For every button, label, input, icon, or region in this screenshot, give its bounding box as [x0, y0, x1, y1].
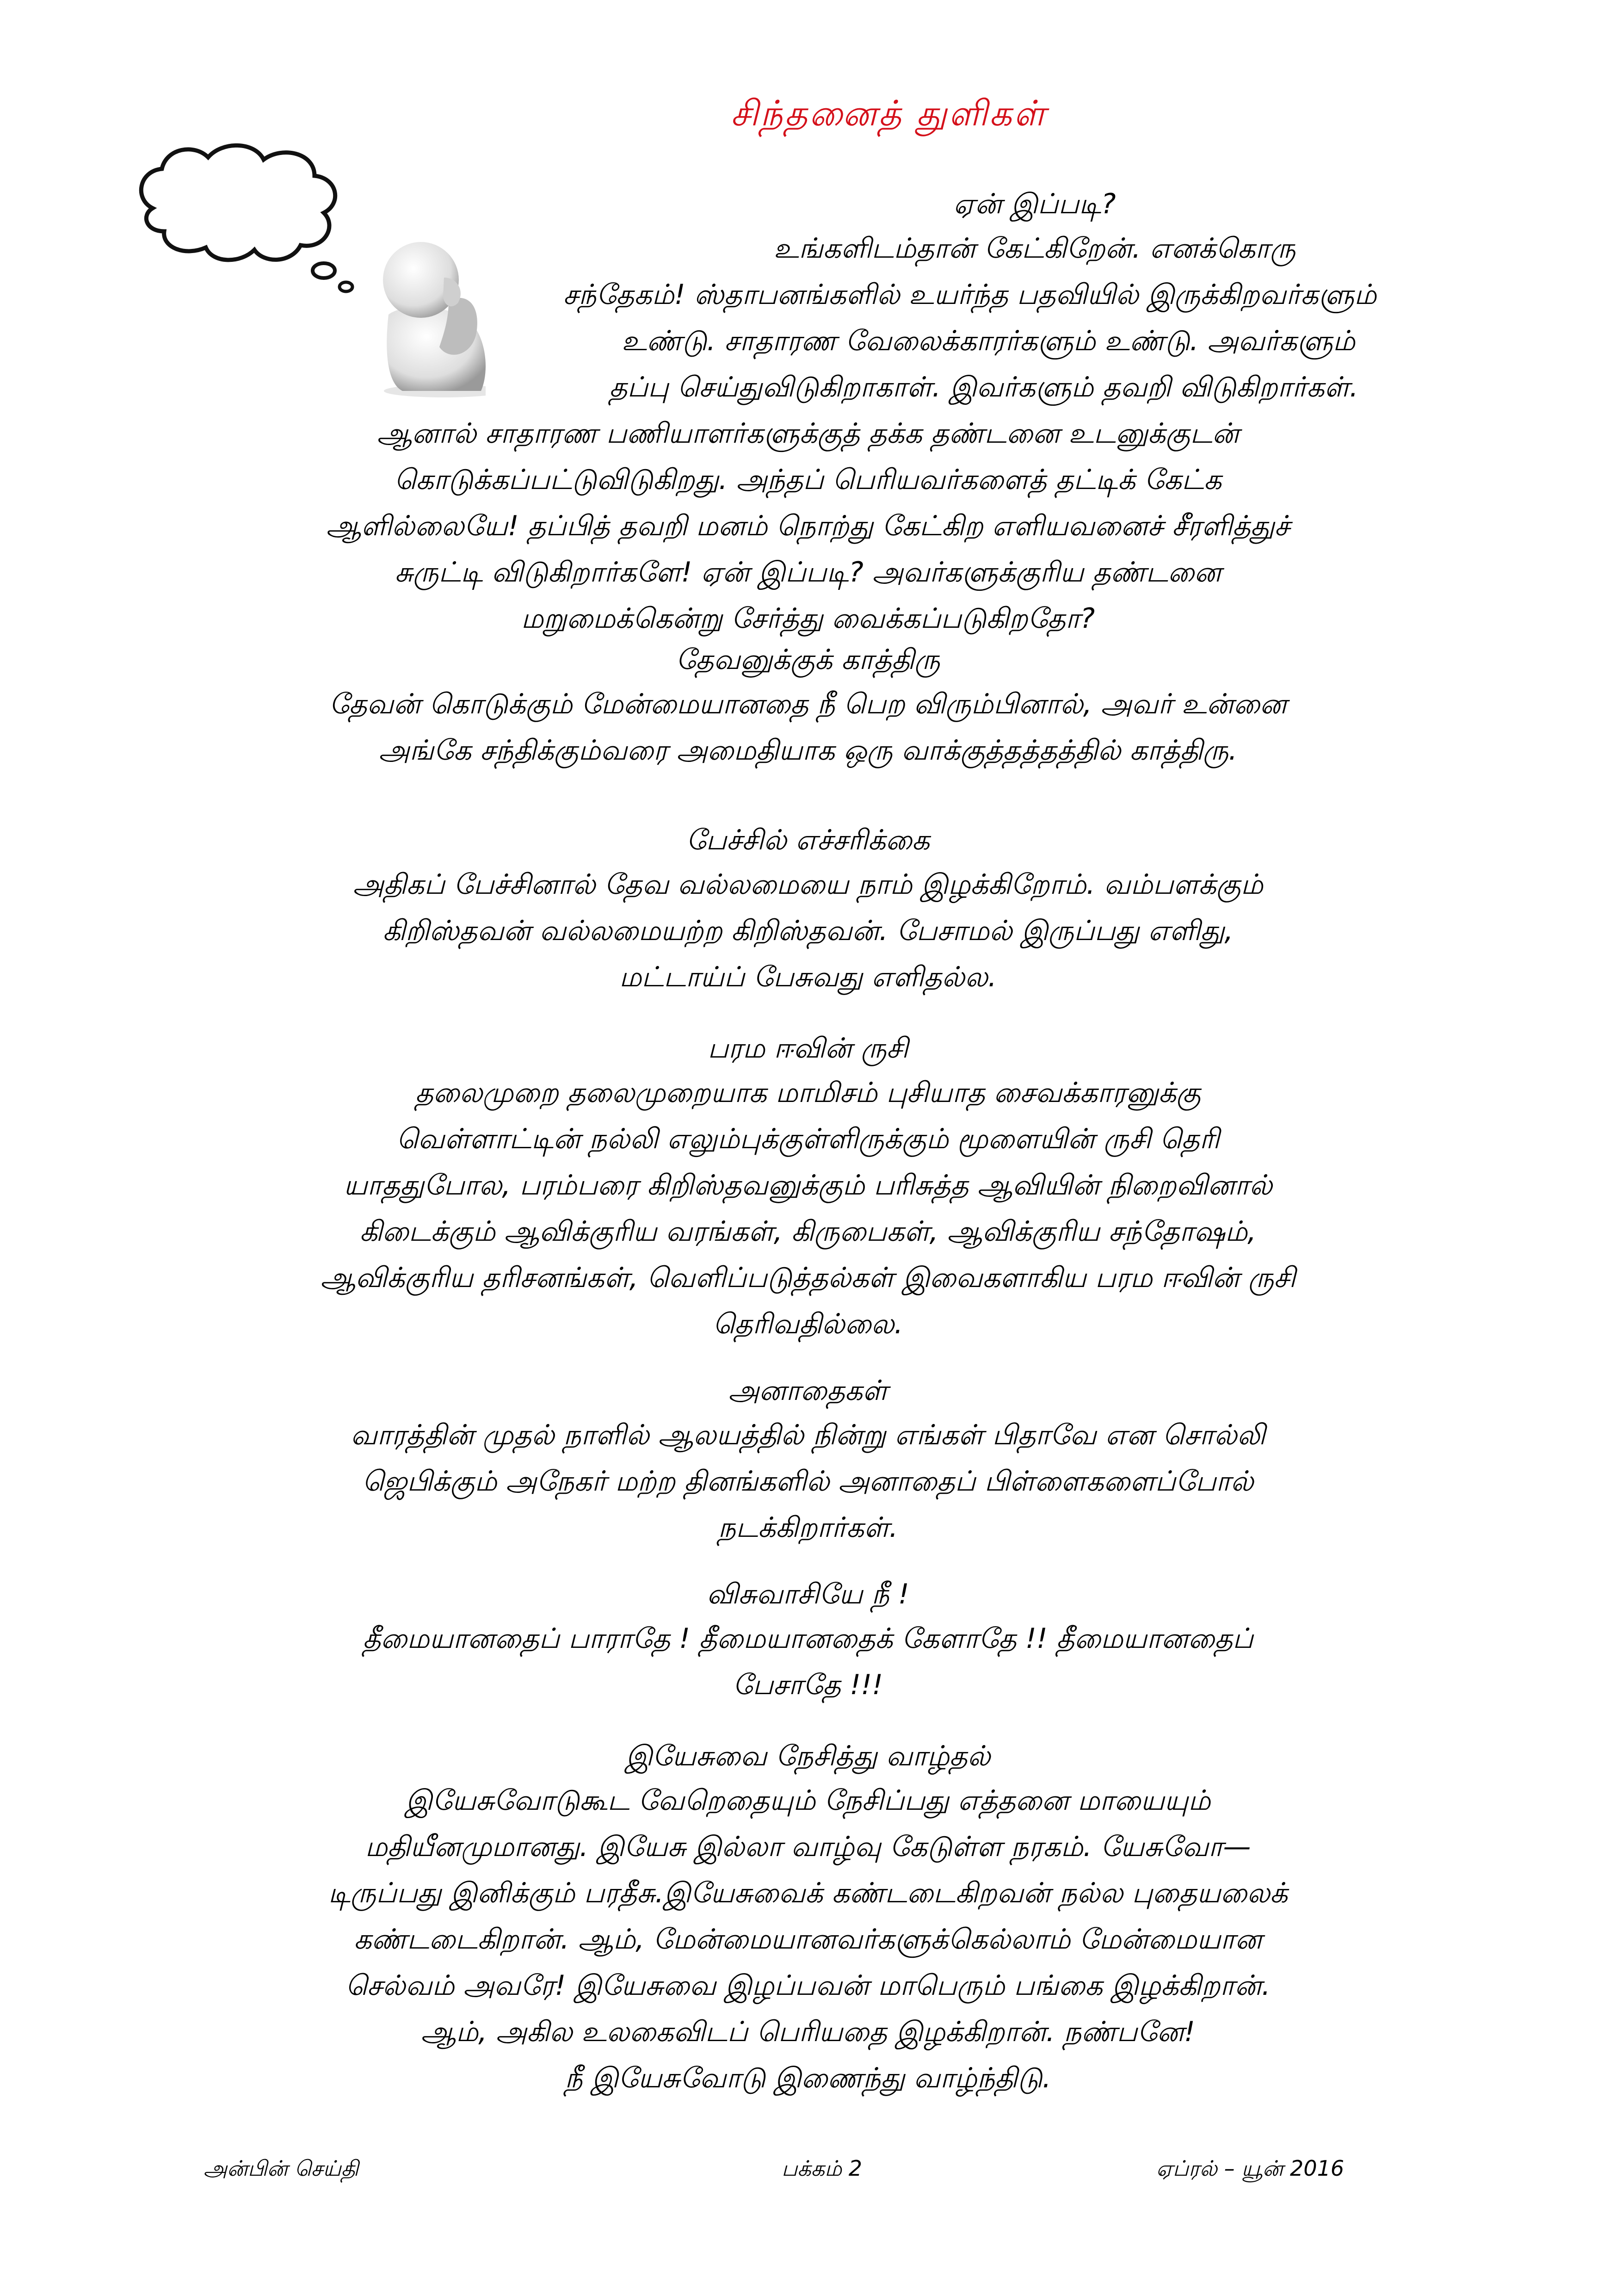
section-line: அதிகப் பேச்சினால் தேவ வல்லமையை நாம் இழக்கிறோம். வம்பளக்கும்	[352, 868, 1264, 901]
section-heading: ஏன் இப்படி?	[953, 188, 1116, 220]
section-line: ஜெபிக்கும் அநேகர் மற்ற தினங்களில் அனாதைப் பிள்ளைகளைப்போல்	[362, 1465, 1254, 1498]
section-line: சுருட்டி விடுகிறார்களே! ஏன் இப்படி? அவர்களுக்குரிய தண்டனை	[395, 556, 1221, 588]
section-heading: இயேசுவை நேசித்து வாழ்தல்	[625, 1740, 991, 1772]
section-heading: பேச்சில் எச்சரிக்கை	[686, 824, 930, 856]
section-line: தீமையானதைப் பாராதே ! தீமையானதைக் கேளாதே !! தீமையானதைப்	[363, 1622, 1253, 1655]
section-line: செல்வம் அவரே! இயேசுவை இழப்பவன் மாபெரும் பங்கை இழக்கிறான்.	[345, 1969, 1271, 2002]
section-heading: அனாதைகள்	[728, 1374, 888, 1407]
footer-issue-date: ஏப்ரல் – யூன் 2016	[1156, 2156, 1345, 2181]
section-line: தேவன் கொடுக்கும் மேன்மையானதை நீ பெற விரும்பினால், அவர் உன்னை	[329, 688, 1287, 720]
section-why-so	[116, 183, 1500, 642]
section-line: ஆவிக்குரிய தரிசனங்கள், வெளிப்படுத்தல்கள் இவைகளாகிய பரம ஈவின் ருசி	[320, 1262, 1296, 1294]
section-line: பேசாதே !!!	[733, 1669, 883, 1701]
section-line: இயேசுவோடுகூட வேறெதையும் நேசிப்பது எத்தனை மாயையும்	[405, 1784, 1211, 1817]
section-line: வாரத்தின் முதல் நாளில் ஆலயத்தில் நின்று எங்கள் பிதாவே என சொல்லி	[351, 1419, 1265, 1451]
section-line: ஆனால் சாதாரண பணியாளர்களுக்குத் தக்க தண்டனை உடனுக்குடன்	[376, 417, 1240, 450]
section-line: தலைமுறை தலைமுறையாக மாமிசம் புசியாத சைவக்காரனுக்கு	[415, 1077, 1201, 1109]
section-love-jesus	[116, 1735, 1500, 2101]
section-line: அங்கே சந்திக்கும்வரை அமைதியாக ஒரு வாக்குத்தத்தத்தில் காத்திரு.	[378, 734, 1238, 767]
section-line: டிருப்பது இனிக்கும் பரதீசு.இயேசுவைக் கண்டடைகிறவன் நல்ல புதையலைக்	[328, 1877, 1288, 1909]
section-heading: விசுவாசியே நீ !	[707, 1578, 909, 1610]
section-line: தப்பு செய்துவிடுகிறாகாள். இவர்களும் தவறி விடுகிறார்கள்.	[609, 371, 1358, 403]
section-line: நடக்கிறார்கள்.	[718, 1511, 898, 1544]
footer-publication-name: அன்பின் செய்தி	[204, 2156, 359, 2181]
section-line: வெள்ளாட்டின் நல்லி எலும்புக்குள்ளிருக்கும் மூளையின் ருசி தெரி	[396, 1123, 1220, 1155]
section-heading: தேவனுக்குக் காத்திரு	[676, 644, 940, 676]
section-believer	[116, 1573, 1500, 1708]
section-line: கிடைக்கும் ஆவிக்குரிய வரங்கள், கிருபைகள், ஆவிக்குரிய சந்தோஷம்,	[359, 1215, 1257, 1248]
section-line: உங்களிடம்தான் கேட்கிறேன். எனக்கொரு	[773, 232, 1296, 265]
section-wait-for-god	[116, 638, 1500, 774]
section-line: கொடுக்கப்பட்டுவிடுகிறது. அந்தப் பெரியவர்களைத் தட்டிக் கேட்க	[394, 464, 1222, 496]
section-line: தெரிவதில்லை.	[713, 1308, 903, 1340]
section-line: கண்டடைகிறான். ஆம், மேன்மையானவர்களுக்கெல்லாம் மேன்மையான	[354, 1923, 1262, 1956]
section-caution-in-speech	[116, 819, 1500, 1000]
section-line: சந்தேகம்! ஸ்தாபனங்களில் உயர்ந்த பதவியில் இருக்கிறவர்களும்	[563, 278, 1377, 311]
section-heading: பரம ஈவின் ருசி	[708, 1032, 908, 1064]
section-line: மட்டாய்ப் பேசுவது எளிதல்ல.	[619, 961, 997, 993]
section-heavenly-gift	[116, 1027, 1500, 1347]
section-line: மறுமைக்கென்று சேர்த்து வைக்கப்படுகிறதோ?	[521, 602, 1095, 635]
section-line: கிறிஸ்தவன் வல்லமையற்ற கிறிஸ்தவன். பேசாமல் இருப்பது எளிது,	[382, 915, 1234, 947]
footer-page-number: பக்கம் 2	[782, 2156, 862, 2181]
section-line: மதியீனமுமானது. இயேசு இல்லா வாழ்வு கேடுள்ள நரகம். யேசுவோ—	[365, 1831, 1251, 1863]
page-title: சிந்தனைத் துளிகள்	[731, 93, 1048, 134]
section-orphans	[116, 1369, 1500, 1551]
section-line: நீ இயேசுவோடு இணைந்து வாழ்ந்திடு.	[565, 2062, 1051, 2094]
section-line: ஆளில்லையே! தப்பித் தவறி மனம் நொற்து கேட்கிற எளியவனைச் சீரளித்துச்	[326, 510, 1290, 542]
section-line: யாததுபோல, பரம்பரை கிறிஸ்தவனுக்கும் பரிசுத்த ஆவியின் நிறைவினால்	[343, 1169, 1272, 1201]
section-line: உண்டு. சாதாரண வேலைக்காரர்களும் உண்டு. அவர்களும்	[621, 325, 1356, 357]
section-line: ஆம், அகில உலகைவிடப் பெரியதை இழக்கிறான். நண்பனே!	[420, 2016, 1196, 2048]
